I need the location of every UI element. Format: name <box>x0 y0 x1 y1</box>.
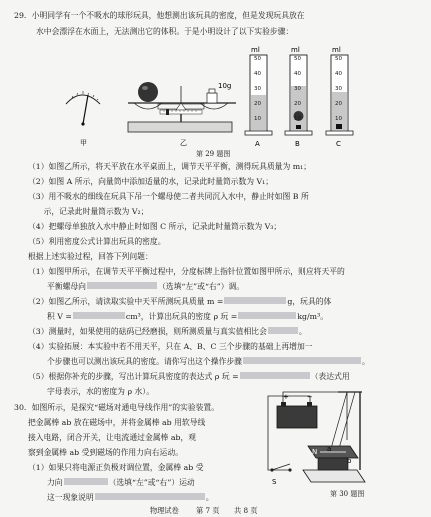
q29-a4-line1: （4）实验拓展：本实验中若不用天平，只在 A、B、C 三个步骤的基础上再增加一 <box>28 342 313 351</box>
q29-a4-line2: 个步骤也可以测出该玩具的密度。请你写出这个操作步骤 。 <box>47 357 370 366</box>
q29-step-5: （5）利用密度公式计算出玩具的密度。 <box>28 237 166 246</box>
q29-a2-line1: （2）如图乙所示，请读取实验中天平所测玩具质量 m = g，玩具的体 <box>28 297 332 306</box>
svg-text:S: S <box>272 478 277 486</box>
cylinder-tick-label: 20 <box>294 101 301 107</box>
footer-total: 共 8 页 <box>234 506 258 515</box>
svg-text:ml: ml <box>251 46 260 54</box>
cylinder-tick-label: 40 <box>254 71 261 77</box>
q29-step-4: （4）把螺母单独放入水中静止时如图 C 所示，记录此时量筒示数为 V₃； <box>28 222 282 231</box>
footer-subject: 物理试卷 <box>150 506 179 515</box>
svg-text:ml: ml <box>332 46 341 54</box>
q29-answer-intro: 根据上述实验过程，回答下列问题： <box>28 252 153 261</box>
q29-step-2: （2）如图 A 所示，向量筒中添加适量的水，记录此时量筒示数为 V₁； <box>28 177 274 186</box>
q30-s1-line3: 这一现象说明 。 <box>47 493 214 502</box>
fig-label-yi: 乙 <box>180 139 187 147</box>
svg-text:ml: ml <box>291 46 300 54</box>
q29-intro-line2: 水中会漂浮在水面上，无法测出它的体积。于是小明设计了以下实验步骤： <box>36 27 294 36</box>
q30-intro-line1: 30．如图所示，是探究“磁场对通电导线作用”的实验装置。 <box>14 403 220 412</box>
q30-intro-line4: 察到金属棒 ab 受到磁场的作用力向右运动。 <box>28 448 183 457</box>
cylinder-tick-label: 50 <box>335 56 342 62</box>
svg-text:−: − <box>307 393 313 401</box>
cylinder-tick-label: 30 <box>335 86 342 92</box>
q29-a5-line1: （5）根据你补充的步骤，写出计算玩具密度的表达式 ρ 玩 = （表达式用 <box>28 372 350 381</box>
cylinder-tick-label: 40 <box>335 71 342 77</box>
cylinder-tick-label: 20 <box>335 101 342 107</box>
svg-text:C: C <box>336 140 341 148</box>
q29-a1-line2: 平衡螺母向 （选填“左”或“右”）调。 <box>47 282 245 291</box>
q29-a1-line1: （1）如图甲所示，在调节天平平衡过程中，分度标牌上指针位置如图甲所示，则应将天平的 <box>28 267 345 276</box>
fig-label-jia: 甲 <box>80 139 87 147</box>
q29-step-3-cont: 示，记录此时量筒示数为 V₂； <box>28 207 149 216</box>
cylinder-tick-label: 10 <box>294 116 301 122</box>
svg-text:B: B <box>295 140 300 148</box>
cylinder-tick-label: 50 <box>254 56 261 62</box>
cylinder-tick-label: 30 <box>294 86 301 92</box>
q30-s1-line1: （1）如果只将电源正负极对调位置，金属棒 ab 受 <box>28 463 204 472</box>
q29-step-1: （1）如图乙所示，将天平放在水平桌面上，调节天平平衡，测得玩具质量为 m₁； <box>28 162 312 171</box>
svg-text:N: N <box>312 448 318 456</box>
cylinder-tick-label: 20 <box>254 101 261 107</box>
q29-a3: （3）测量时，如果使用的砝码已经磨损，则所测质量与真实值相比会 。 <box>28 327 307 336</box>
cylinder-tick-label: 10 <box>254 116 261 122</box>
fig30-caption: 第 30 题图 <box>330 490 365 498</box>
svg-text:+: + <box>283 393 289 401</box>
cylinder-tick-label: 30 <box>254 86 261 92</box>
cylinder-tick-label: 10 <box>335 116 342 122</box>
weight-10g: 10g <box>218 82 232 90</box>
q29-a5-line2: 字母表示，水的密度为 ρ 水）。 <box>47 387 154 396</box>
q30-intro-line2: 把金属棒 ab 放在磁场中，并将金属棒 ab 用软导线 <box>28 418 206 427</box>
q30-s1-line2: 力向 （选填“左”或“右”）运动 <box>47 478 195 487</box>
footer-page: 第 7 页 <box>196 506 220 515</box>
q29-step-3: （3）用不吸水的细线在玩具下吊一个螺母使二者共同沉入水中，静止时如图 B 所 <box>28 192 309 201</box>
q30-intro-line3: 接入电路，闭合开关，让电流通过金属棒 ab，观 <box>28 433 197 442</box>
cylinder-tick-label: 40 <box>294 71 301 77</box>
cylinder-tick-label: 50 <box>294 56 301 62</box>
svg-text:b: b <box>347 457 352 465</box>
q29-a2-line2: 积 V = cm³，计算出玩具的密度 ρ 玩 = kg/m³。 <box>47 312 328 321</box>
svg-text:a: a <box>327 445 332 453</box>
fig29-caption: 第 29 题图 <box>196 150 231 158</box>
svg-text:A: A <box>255 140 260 148</box>
q29-intro-line1: 29．小明同学有一个不吸水的球形玩具，他想测出该玩具的密度，但是发现玩具放在 <box>14 11 305 20</box>
